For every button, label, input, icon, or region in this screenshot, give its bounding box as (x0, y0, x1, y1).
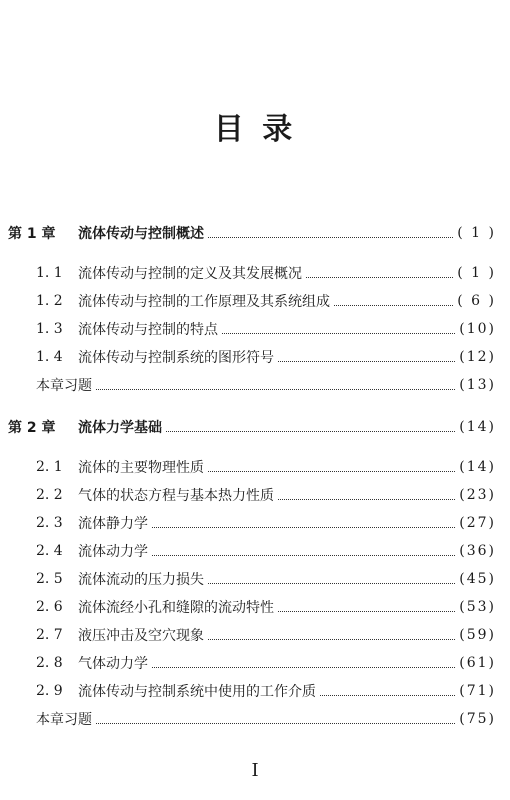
page-title: 目 录 (213, 112, 297, 147)
section-number: 2. 7 (36, 627, 63, 643)
dot-leader (278, 611, 455, 612)
section-title: 流体传动与控制的特点 (78, 322, 218, 338)
dot-leader (278, 361, 455, 362)
toc-section-2-7[interactable] (0, 624, 510, 646)
page-number: (61) (459, 655, 496, 671)
page-number: (12) (459, 349, 496, 365)
section-title: 流体动力学 (78, 544, 148, 560)
page-number: (71) (459, 683, 496, 699)
section-title: 气体的状态方程与基本热力性质 (78, 488, 274, 504)
page-number: (36) (459, 543, 496, 559)
dot-leader (96, 389, 455, 390)
page-number: (10) (459, 321, 496, 337)
dot-leader (278, 499, 455, 500)
chapter-title: 流体力学基础 (78, 420, 162, 436)
toc-chapter-1[interactable] (0, 222, 510, 244)
section-title: 气体动力学 (78, 656, 148, 672)
section-title: 流体的主要物理性质 (78, 460, 204, 476)
toc-chapter-2[interactable] (0, 416, 510, 438)
toc-exercises-ch2[interactable] (0, 708, 510, 730)
page-number: (75) (459, 711, 496, 727)
dot-leader (208, 471, 455, 472)
toc-section-1-2[interactable] (0, 290, 510, 312)
section-number: 2. 8 (36, 655, 63, 671)
section-number: 1. 2 (36, 293, 63, 309)
page-number: (53) (459, 599, 496, 615)
toc-section-1-1[interactable] (0, 262, 510, 284)
section-title: 流体传动与控制的定义及其发展概况 (78, 266, 302, 282)
section-title: 流体静力学 (78, 516, 148, 532)
toc-section-2-9[interactable] (0, 680, 510, 702)
section-number: 2. 2 (36, 487, 63, 503)
page-number: (14) (459, 459, 496, 475)
toc-section-2-5[interactable] (0, 568, 510, 590)
dot-leader (96, 723, 455, 724)
page-number: ( 6 ) (457, 293, 496, 309)
section-title: 流体传动与控制系统的图形符号 (78, 350, 274, 366)
dot-leader (152, 555, 455, 556)
section-number: 2. 4 (36, 543, 63, 559)
toc-section-2-1[interactable] (0, 456, 510, 478)
section-number: 1. 4 (36, 349, 63, 365)
section-number: 2. 3 (36, 515, 63, 531)
page-number: (45) (459, 571, 496, 587)
page-number: (23) (459, 487, 496, 503)
section-title: 流体传动与控制系统中使用的工作介质 (78, 684, 316, 700)
chapter-number: 第 2 章 (8, 420, 56, 436)
dot-leader (166, 431, 455, 432)
page-number: (13) (459, 377, 496, 393)
section-title: 流体流动的压力损失 (78, 572, 204, 588)
page-folio: I (251, 760, 259, 781)
section-title: 液压冲击及空穴现象 (78, 628, 204, 644)
toc-section-2-4[interactable] (0, 540, 510, 562)
page-number: ( 1 ) (457, 225, 496, 241)
page-number: (59) (459, 627, 496, 643)
section-number: 1. 3 (36, 321, 63, 337)
dot-leader (306, 277, 453, 278)
section-number: 2. 9 (36, 683, 63, 699)
toc-section-2-6[interactable] (0, 596, 510, 618)
toc-section-2-2[interactable] (0, 484, 510, 506)
dot-leader (152, 667, 455, 668)
toc-section-2-3[interactable] (0, 512, 510, 534)
dot-leader (208, 237, 453, 238)
dot-leader (320, 695, 455, 696)
toc-section-2-8[interactable] (0, 652, 510, 674)
dot-leader (152, 527, 455, 528)
page-number: (14) (459, 419, 496, 435)
section-number: 1. 1 (36, 265, 63, 281)
section-number: 2. 6 (36, 599, 63, 615)
page-number: (27) (459, 515, 496, 531)
chapter-title: 流体传动与控制概述 (78, 226, 204, 242)
dot-leader (222, 333, 455, 334)
dot-leader (208, 639, 455, 640)
section-number: 2. 5 (36, 571, 63, 587)
section-title: 流体传动与控制的工作原理及其系统组成 (78, 294, 330, 310)
exercise-title: 本章习题 (36, 378, 92, 394)
section-title: 流体流经小孔和缝隙的流动特性 (78, 600, 274, 616)
dot-leader (334, 305, 453, 306)
toc-section-1-3[interactable] (0, 318, 510, 340)
exercise-title: 本章习题 (36, 712, 92, 728)
page-number: ( 1 ) (457, 265, 496, 281)
toc-section-1-4[interactable] (0, 346, 510, 368)
dot-leader (208, 583, 455, 584)
toc-exercises-ch1[interactable] (0, 374, 510, 396)
section-number: 2. 1 (36, 459, 63, 475)
chapter-number: 第 1 章 (8, 226, 56, 242)
